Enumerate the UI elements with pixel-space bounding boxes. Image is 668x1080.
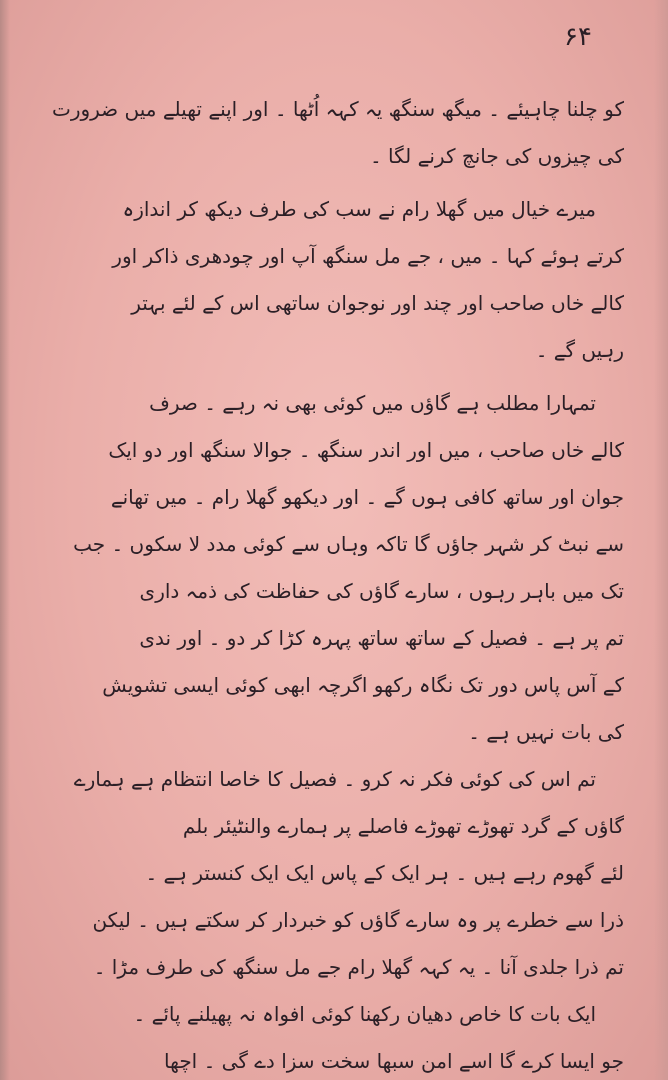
- text-line: کی بات نہیں ہے ۔: [468, 720, 624, 744]
- text-line: تم ذرا جلدی آنا ۔ یہ کہہ گھلا رام جے مل سنگھ کی طرف مڑا ۔: [93, 955, 624, 979]
- text-line: ایک بات کا خاص دھیان رکھنا کوئی افواہ نہ پھیلنے پائے ۔: [133, 1002, 596, 1026]
- text-line: لئے گھوم رہے ہیں ۔ ہر ایک کے پاس ایک ایک کنستر ہے ۔: [145, 861, 624, 885]
- text-line: جوان اور ساتھ کافی ہوں گے ۔ اور دیکھو گھلا رام ۔ میں تھانے: [110, 485, 624, 509]
- text-line: کے آس پاس دور تک نگاہ رکھو اگرچہ ابھی کوئی ایسی تشویش: [102, 673, 624, 697]
- text-line: کو چلنا چاہیئے ۔ میگھ سنگھ یہ کہہ اُٹھا ۔ اور اپنے تھیلے میں ضرورت: [51, 97, 624, 121]
- text-line: جو ایسا کرے گا اسے امن سبھا سخت سزا دے گی ۔ اچھا: [164, 1049, 624, 1073]
- text-line: تم اس کی کوئی فکر نہ کرو ۔ فصیل کا خاصا انتظام ہے ہمارے: [73, 767, 596, 791]
- text-line: کرتے ہوئے کہا ۔ میں ، جے مل سنگھ آپ اور چودھری ذاکر اور: [112, 244, 624, 268]
- text-line: کی چیزوں کی جانچ کرنے لگا ۔: [369, 144, 624, 168]
- text-line: ذرا سے خطرے پر وہ سارے گاؤں کو خبردار کر سکتے ہیں ۔ لیکن: [92, 908, 624, 932]
- text-line: رہیں گے ۔: [535, 338, 624, 362]
- text-line: میرے خیال میں گھلا رام نے سب کی طرف دیکھ کر اندازہ: [122, 197, 596, 221]
- page-number: ۶۴: [564, 22, 592, 52]
- text-line: کالے خاں صاحب اور چند اور نوجوان ساتھی اس کے لئے بہتر: [131, 291, 624, 315]
- text-line: تمہارا مطلب ہے گاؤں میں کوئی بھی نہ رہے ۔ صرف: [149, 391, 596, 415]
- text-line: کالے خاں صاحب ، میں اور اندر سنگھ ۔ جوالا سنگھ اور دو ایک: [108, 438, 624, 462]
- text-line: سے نبٹ کر شہر جاؤں گا تاکہ وہاں سے کوئی مدد لا سکوں ۔ جب: [73, 532, 624, 556]
- text-line: گاؤں کے گرد تھوڑے تھوڑے فاصلے پر ہمارے والنٹیئر بلم: [182, 814, 624, 838]
- text-line: تک میں باہر رہوں ، سارے گاؤں کی حفاظت کی ذمہ داری: [139, 579, 624, 603]
- body-text: [44, 86, 624, 1080]
- text-line: تم پر ہے ۔ فصیل کے ساتھ ساتھ پہرہ کڑا کر دو ۔ اور ندی: [139, 626, 624, 650]
